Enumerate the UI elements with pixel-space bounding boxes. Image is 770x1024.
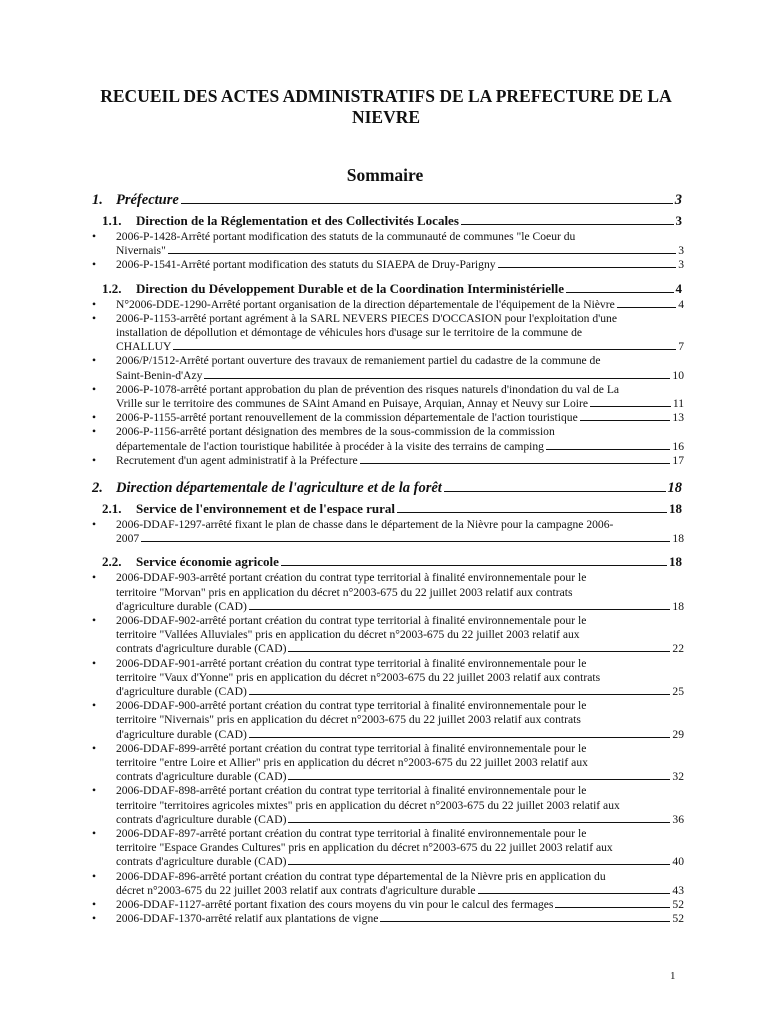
toc-entry-line: 2006-DDAF-896-arrêté portant création du contrat type départemental de la Nièvre pris en application du <box>116 869 606 883</box>
leader-line <box>288 779 670 780</box>
toc-entry-page: 10 <box>672 368 684 382</box>
toc-entry-line: territoire "entre Loire et Allier" pris en application du décret n°2003-675 du 22 juillet 2003 relatif aux <box>116 756 588 769</box>
toc-entry-text <box>116 699 684 742</box>
toc-entry-line: territoire "Espace Grandes Cultures" pris en application du décret n°2003-675 du 22 juillet 2003 relatif aux <box>116 841 613 855</box>
toc-entry-line: CHALLUY <box>116 340 172 354</box>
leader-line <box>288 651 670 652</box>
bullet-icon: • <box>92 297 97 311</box>
section-title: Direction départementale de l'agriculture et de la forêt <box>116 480 442 496</box>
toc-entry-line: d'agriculture durable (CAD) <box>116 727 247 741</box>
toc-entry-last-line <box>116 454 684 468</box>
subsection-page: 18 <box>669 554 682 570</box>
toc-entry-line: d'agriculture durable (CAD) <box>116 685 247 698</box>
toc-entry-last-line <box>116 770 684 784</box>
toc-entry-page: 18 <box>672 532 684 546</box>
bullet-icon: • <box>92 425 97 439</box>
toc-entry-line: 2006-DDAF-1370-arrêté relatif aux plantations de vigne <box>116 912 379 926</box>
toc-entry-last-line <box>116 258 684 272</box>
toc-entry-text <box>116 312 684 355</box>
leader-line <box>397 512 667 513</box>
toc-entry-text <box>116 230 684 258</box>
bullet-icon: • <box>92 912 97 926</box>
toc-entry-line: d'agriculture durable (CAD) <box>116 599 247 613</box>
toc-entry-last-line <box>116 855 684 869</box>
leader-line <box>181 203 673 204</box>
leader-line <box>590 406 671 407</box>
leader-line <box>498 267 677 268</box>
subsection-heading[interactable] <box>102 501 682 517</box>
leader-line <box>288 822 670 823</box>
toc-entry-line: 2006/P/1512-Arrêté portant ouverture des travaux de remaniement partiel du cadastre de la commune de <box>116 354 601 368</box>
toc-entry-page: 25 <box>672 685 684 698</box>
leader-line <box>444 491 666 492</box>
toc-entry-last-line <box>116 642 684 656</box>
section-number: 2. <box>92 480 103 496</box>
bullet-icon: • <box>92 699 97 713</box>
leader-line <box>566 292 674 293</box>
toc-entry-text <box>116 912 684 926</box>
toc-entry-line: 2006-P-1156-arrêté portant désignation des membres de la sous-commission de la commission <box>116 425 555 439</box>
toc-entry-text <box>116 898 684 912</box>
leader-line <box>478 893 671 894</box>
bullet-icon: • <box>92 518 97 531</box>
bullet-icon: • <box>92 656 97 670</box>
bullet-icon: • <box>92 258 97 272</box>
toc-entry-line: départementale de l'action touristique habilitée à procéder à la visite des terrains de camping <box>116 439 544 453</box>
toc-entry-line: contrats d'agriculture durable (CAD) <box>116 642 287 656</box>
subsection-number: 2.1. <box>102 501 122 516</box>
subsection-number: 2.2. <box>102 554 122 570</box>
toc-entry-line: contrats d'agriculture durable (CAD) <box>116 812 287 826</box>
toc-entry-text <box>116 827 684 870</box>
bullet-icon: • <box>92 382 97 396</box>
toc-entry-text <box>116 425 684 453</box>
toc-entry-page: 11 <box>672 397 684 410</box>
toc-entry-page: 16 <box>672 439 684 453</box>
toc-entry-text <box>116 518 684 546</box>
toc-entry-text <box>116 870 684 898</box>
toc-entry-last-line <box>116 532 684 546</box>
section-number: 1. <box>92 192 103 208</box>
document-title: RECUEIL DES ACTES ADMINISTRATIFS DE LA PREFECTURE DE LA NIEVRE <box>100 86 672 127</box>
subsection-heading[interactable] <box>102 554 682 570</box>
subsection-page: 18 <box>669 501 682 516</box>
toc-entry-last-line <box>116 898 684 912</box>
leader-line <box>249 609 671 610</box>
toc-entry-last-line <box>116 397 684 411</box>
toc-entry-page: 43 <box>672 883 684 897</box>
toc-entry-text <box>116 657 684 700</box>
bullet-icon: • <box>92 784 97 798</box>
leader-line <box>555 907 670 908</box>
toc-entry-page: 18 <box>672 599 684 613</box>
subsection-title: Direction de la Réglementation et des Collectivités Locales <box>136 213 459 228</box>
subsection-page: 3 <box>675 213 682 228</box>
bullet-icon: • <box>92 827 97 840</box>
toc-entry-line: installation de dépollution et démontage de véhicules hors d'usage sur le territoire de la commune de <box>116 326 583 339</box>
toc-entry-last-line <box>116 244 684 258</box>
subsection-title: Service économie agricole <box>136 554 279 570</box>
toc-entry-line: 2006-DDAF-903-arrêté portant création du contrat type territorial à finalité environnementale pour le <box>116 571 587 585</box>
toc-entry-page: 13 <box>672 411 684 425</box>
leader-line <box>281 565 667 566</box>
toc-entry-text <box>116 383 684 411</box>
toc-entry-page: 22 <box>672 642 684 656</box>
toc-entry-last-line <box>116 340 684 354</box>
toc-entry-text <box>116 411 684 425</box>
toc-entry-text <box>116 742 684 785</box>
subsection-heading[interactable] <box>102 213 682 229</box>
bullet-icon: • <box>92 869 97 883</box>
toc-entry-last-line <box>116 912 684 926</box>
bullet-icon: • <box>92 354 97 368</box>
subsection-title: Service de l'environnement et de l'espace rural <box>136 501 395 516</box>
bullet-icon: • <box>92 571 97 585</box>
leader-line <box>546 449 670 450</box>
leader-line <box>141 541 670 542</box>
toc-entry-last-line <box>116 728 684 742</box>
toc-entry-line: Vrille sur le territoire des communes de SAint Amand en Puisaye, Arquian, Annay et Neuvy sur Loire <box>116 397 588 410</box>
toc-entry-last-line <box>116 600 684 614</box>
toc-entry-last-line <box>116 440 684 454</box>
toc-entry-line: 2006-DDAF-900-arrêté portant création du contrat type territorial à finalité environnementale pour le <box>116 699 587 713</box>
subsection-number: 1.1. <box>102 213 122 228</box>
toc-entry-line: territoire "Vaux d'Yonne" pris en application du décret n°2003-675 du 22 juillet 2003 relatif aux contrats <box>116 670 601 684</box>
subsection-heading[interactable] <box>102 281 682 297</box>
section-heading[interactable] <box>92 480 682 497</box>
toc-entry-text <box>116 454 684 468</box>
bullet-icon: • <box>92 898 97 911</box>
page-number: 1 <box>670 970 676 982</box>
toc-entry-text <box>116 784 684 827</box>
leader-line <box>249 737 671 738</box>
toc-entry-last-line <box>116 411 684 425</box>
section-title: Préfecture <box>116 192 179 208</box>
section-page: 18 <box>667 480 682 496</box>
toc-entry-last-line <box>116 298 684 312</box>
toc-entry-line: territoire "Vallées Alluviales" pris en application du décret n°2003-675 du 22 juillet 2003 relatif aux <box>116 628 580 642</box>
toc-entry-line: territoire "territoires agricoles mixtes" pris en application du décret n°2003-675 du 22 juillet 2003 relatif aux <box>116 798 620 812</box>
toc-entry-line: 2006-DDAF-902-arrêté portant création du contrat type territorial à finalité environnementale pour le <box>116 614 587 627</box>
toc-entry-line: 2006-P-1541-Arrêté portant modification des statuts du SIAEPA de Druy-Parigny <box>116 258 496 272</box>
bullet-icon: • <box>92 741 97 755</box>
section-heading[interactable] <box>92 192 682 209</box>
toc-entry-line: Saint-Benin-d'Azy <box>116 368 203 382</box>
toc-entry-line: 2006-DDAF-897-arrêté portant création du contrat type territorial à finalité environnementale pour le <box>116 827 587 840</box>
toc-entry-line: 2006-DDAF-1127-arrêté portant fixation des cours moyens du vin pour le calcul des fermages <box>116 898 554 911</box>
bullet-icon: • <box>92 230 97 243</box>
toc-entry-page: 52 <box>672 912 684 926</box>
toc-entry-text <box>116 614 684 657</box>
toc-entry-page: 52 <box>672 898 684 911</box>
toc-entry-page: 7 <box>678 340 684 354</box>
toc-entry-last-line <box>116 369 684 383</box>
toc-entry-page: 17 <box>672 453 684 467</box>
toc-entry-last-line <box>116 813 684 827</box>
leader-line <box>249 694 671 695</box>
toc-entry-line: 2006-P-1153-arrêté portant agrément à la SARL NEVERS PIECES D'OCCASION pour l'exploitation d'une <box>116 311 617 325</box>
subsection-number: 1.2. <box>102 280 122 296</box>
toc-entry-page: 4 <box>678 297 684 311</box>
toc-entry-line: N°2006-DDE-1290-Arrêté portant organisation de la direction départementale de l'équipement de la Nièvre <box>116 297 615 311</box>
subsection-page: 4 <box>675 280 682 296</box>
leader-line <box>617 307 676 308</box>
toc-entry-last-line <box>116 884 684 898</box>
toc-entry-page: 40 <box>672 855 684 869</box>
toc-entry-line: 2006-P-1155-arrêté portant renouvellement de la commission départementale de l'action touristique <box>116 411 578 425</box>
leader-line <box>173 349 676 350</box>
toc-entry-text <box>116 258 684 272</box>
toc-entry-line: territoire "Morvan" pris en application du décret n°2003-675 du 22 juillet 2003 relatif aux contrats <box>116 585 573 599</box>
bullet-icon: • <box>92 614 97 627</box>
toc-entry-line: 2006-DDAF-1297-arrêté fixant le plan de chasse dans le département de la Nièvre pour la campagne 2006- <box>116 518 614 531</box>
toc-entry-line: 2006-DDAF-901-arrêté portant création du contrat type territorial à finalité environnementale pour le <box>116 656 587 670</box>
toc-entry-page: 29 <box>672 727 684 741</box>
leader-line <box>168 253 676 254</box>
toc-entry-page: 32 <box>672 770 684 784</box>
toc-entry-line: 2006-DDAF-899-arrêté portant création du contrat type territorial à finalité environnementale pour le <box>116 741 587 755</box>
toc-entry-line: 2006-DDAF-898-arrêté portant création du contrat type territorial à finalité environnementale pour le <box>116 784 587 798</box>
leader-line <box>380 921 670 922</box>
toc-entry-text <box>116 298 684 312</box>
toc-entry-page: 3 <box>678 258 684 272</box>
leader-line <box>580 420 671 421</box>
toc-entry-line: Recrutement d'un agent administratif à la Préfecture <box>116 453 358 467</box>
toc-entry-last-line <box>116 685 684 699</box>
toc-entry-line: territoire "Nivernais" pris en application du décret n°2003-675 du 22 juillet 2003 relatif aux contrats <box>116 713 581 727</box>
toc-entry-line: 2006-P-1078-arrêté portant approbation du plan de prévention des risques naturels d'inondation du val de La <box>116 382 620 396</box>
section-page: 3 <box>674 192 682 208</box>
subsection-title: Direction du Développement Durable et de la Coordination Interministérielle <box>136 280 564 296</box>
toc-entry-line: contrats d'agriculture durable (CAD) <box>116 770 287 784</box>
toc-entry-line: décret n°2003-675 du 22 juillet 2003 relatif aux contrats d'agriculture durable <box>116 883 476 897</box>
leader-line <box>288 864 670 865</box>
toc-entry-text <box>116 571 684 614</box>
toc-entry-page: 3 <box>678 244 684 258</box>
bullet-icon: • <box>92 453 97 467</box>
toc-entry-text <box>116 354 684 382</box>
toc-entry-page: 36 <box>672 812 684 826</box>
toc-entry-line: 2006-P-1428-Arrêté portant modification des statuts de la communauté de communes "le Coeur du <box>116 230 576 243</box>
toc-entry-line: contrats d'agriculture durable (CAD) <box>116 855 287 869</box>
leader-line <box>204 378 670 379</box>
leader-line <box>360 463 671 464</box>
leader-line <box>461 224 674 225</box>
toc-entry-line: Nivernais" <box>116 244 166 258</box>
toc-entry-line: 2007 <box>116 532 140 546</box>
bullet-icon: • <box>92 311 97 325</box>
bullet-icon: • <box>92 411 97 425</box>
summary-heading: Sommaire <box>346 165 424 185</box>
